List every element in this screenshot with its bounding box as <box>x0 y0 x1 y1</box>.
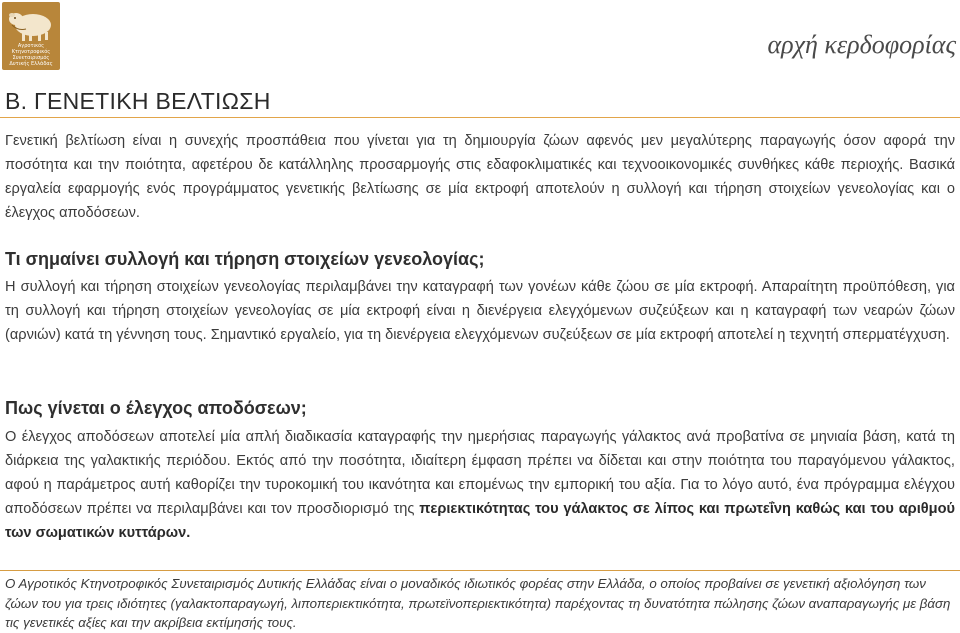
footer-note: Ο Αγροτικός Κτηνοτροφικός Συνεταιρισμός Δυτικής Ελλάδας είναι ο μοναδικός ιδιωτικός φορέας στην Ελλάδα, ο οποίος προβαίνει σε γενετική αξιολόγηση των ζώων του για τρεις ιδιότητες (γαλακτοπαραγωγή, λιποπεριεκτικότητα, πρωτεϊνοπεριεκτικότητα) παρέχοντας τη δυνατότητα πώλησης ζώων αναπαραγωγής με βάση τις γενετικές αξίες και την ακρίβεια εκτίμησής τους. <box>5 576 951 630</box>
sheep-logo-icon <box>6 5 56 43</box>
organization-logo <box>2 2 60 70</box>
section-title: Β. ΓΕΝΕΤΙΚΗ ΒΕΛΤΙΩΣΗ <box>5 88 271 114</box>
heading-performance-recording: Πως γίνεται ο έλεγχος αποδόσεων; <box>5 398 307 418</box>
performance-paragraph <box>5 425 955 545</box>
footer-divider <box>0 570 960 571</box>
performance-emphasis: περιεκτικότητας του γάλακτος σε λίπος και πρωτεΐνη καθώς και του αριθμού των σωματικών κυττάρων. <box>5 501 955 541</box>
title-divider <box>0 117 960 118</box>
genealogy-paragraph: Η συλλογή και τήρηση στοιχείων γενεολογίας περιλαμβάνει την καταγραφή των γονέων κάθε ζώου σε μία εκτροφή. Απαραίτητη προϋπόθεση, για τη συλλογή και τήρηση στοιχείων γενεολογίας σε μία εκτροφή είναι η διενέργεια ελεγχόμενων συζεύξεων και η καταγραφή των νεαρών ζώων (αρνιών) κατά τη γέννηση τους. Σημαντικό εργαλείο, για τη διενέργεια ελεγχόμενων συζεύξεων σε μία εκτροφή αποτελεί η τεχνητή σπερματέγχυση. <box>5 279 955 343</box>
heading-genealogy: Τι σημαίνει συλλογή και τήρηση στοιχείων γενεολογίας; <box>5 249 485 269</box>
intro-paragraph: Γενετική βελτίωση είναι η συνεχής προσπάθεια που γίνεται για τη δημιουργία ζώων αφενός μεν μεγαλύτερης παραγωγής όσον αφορά την ποσότητα και την ποιότητα, αφετέρου δε κατάλληλης προσαρμογής στις εδαφοκλιματικές και τεχνοοικονομικές συνθήκες κάθε περιοχής. Βασικά εργαλεία εφαρμογής ενός προγράμματος γενετικής βελτίωσης σε μία εκτροφή αποτελούν η συλλογή και τήρηση στοιχείων γενεολογίας και ο έλεγχος αποδόσεων. <box>5 133 955 221</box>
tagline: αρχή κερδοφορίας <box>767 30 956 59</box>
logo-text: Αγροτικός Κτηνοτροφικός Συνεταιρισμός Δυτικής Ελλάδας <box>9 43 53 67</box>
performance-text: Ο έλεγχος αποδόσεων αποτελεί μία απλή διαδικασία καταγραφής την ημερήσιας παραγωγής γάλακτος ανά προβατίνα σε μηνιαία βάση, κατά τη διάρκεια της γαλακτικής περιόδου. Εκτός από την ποσότητα, ιδιαίτερη έμφαση πρέπει να δίδεται και στην ποιότητα του παραγόμενου γάλακτος, αφού η παράμετρος αυτή καθορίζει την τυροκομική του ικανότητα και επομένως την εμπορική του αξία. Για το λόγο αυτό, ένα πρόγραμμα ελέγχου αποδόσεων πρέπει να περιλαμβάνει και τον προσδιορισμό της <box>5 429 955 517</box>
